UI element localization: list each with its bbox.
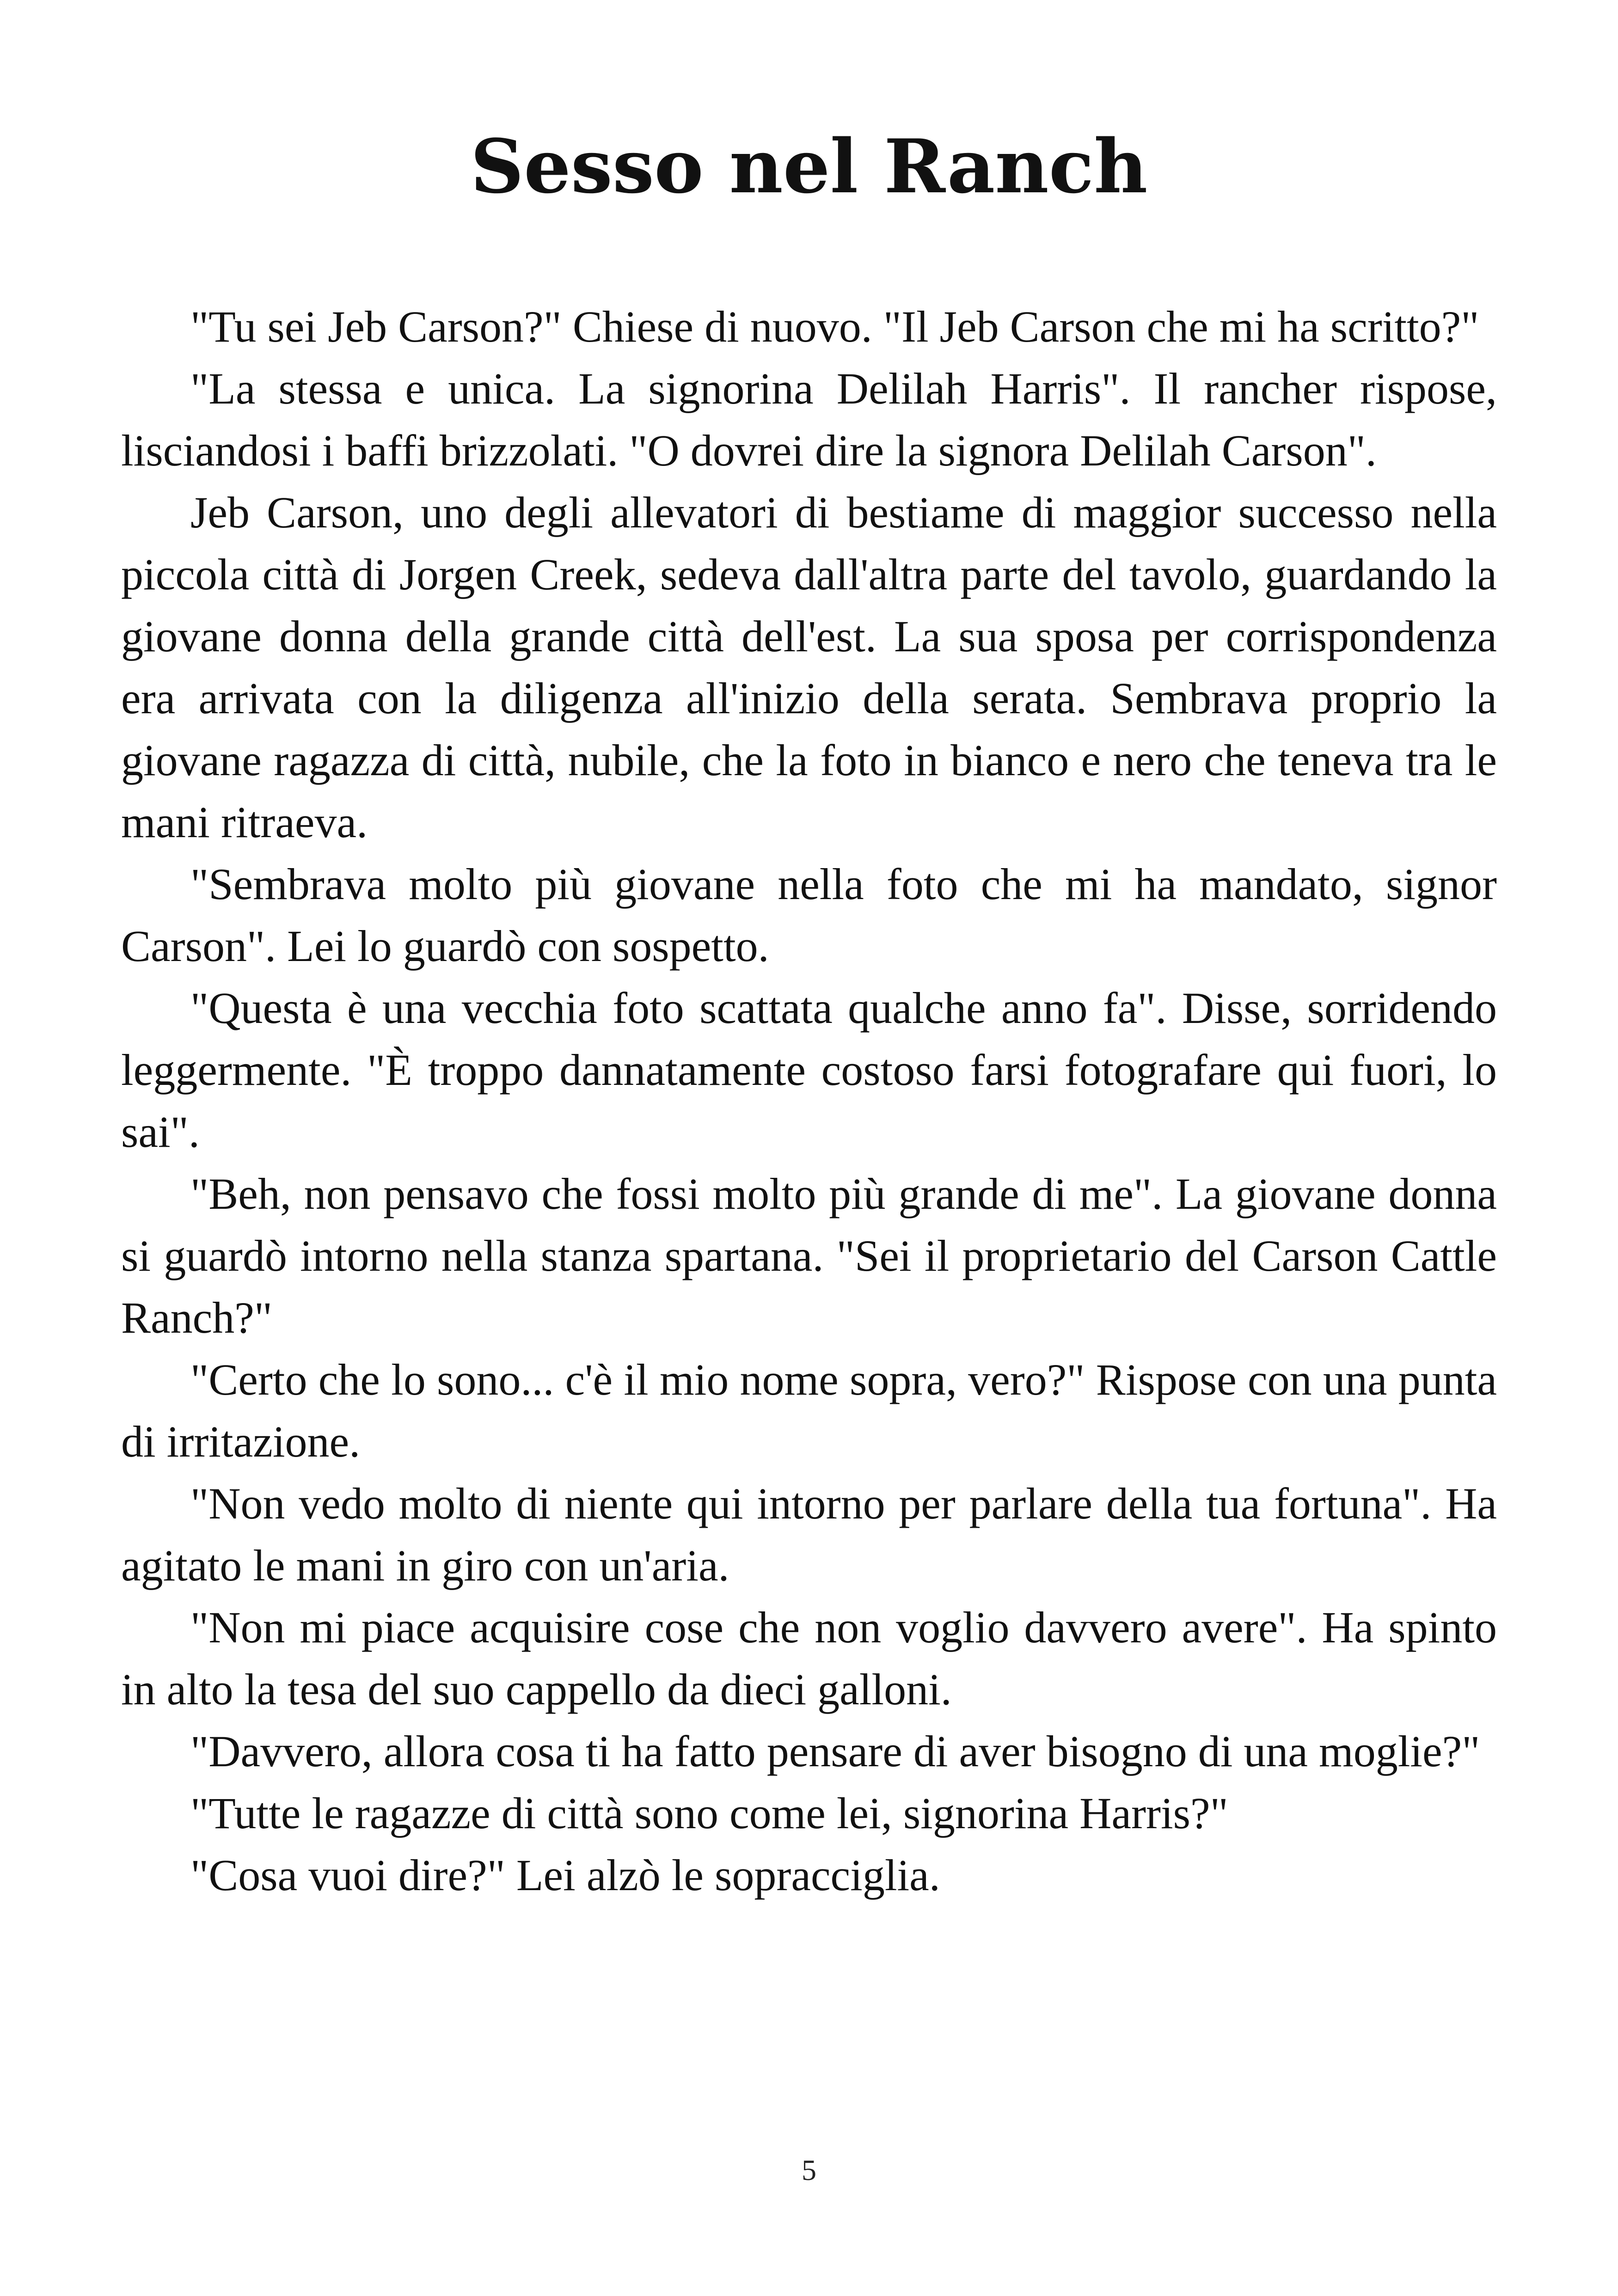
paragraph: "Non vedo molto di niente qui intorno per parlare della tua fortuna". Ha agitato le mani in giro con un'aria. bbox=[121, 1479, 1497, 1590]
paragraph: "Tutte le ragazze di città sono come lei, signorina Harris?" bbox=[190, 1788, 1228, 1838]
paragraph: "Tu sei Jeb Carson?" Chiese di nuovo. "Il Jeb Carson che mi ha scritto?" bbox=[190, 302, 1479, 351]
paragraph: "Questa è una vecchia foto scattata qualche anno fa". Disse, sorridendo leggermente. "È troppo dannatamente costoso farsi fotografare qui fuori, lo sai". bbox=[121, 983, 1497, 1157]
paragraph: "Beh, non pensavo che fossi molto più grande di me". La giovane donna si guardò intorno nella stanza spartana. "Sei il proprietario del Carson Cattle Ranch?" bbox=[121, 1169, 1497, 1342]
paragraph: "Non mi piace acquisire cose che non voglio davvero avere". Ha spinto in alto la tesa del suo cappello da dieci galloni. bbox=[121, 1603, 1497, 1714]
paragraph: "Certo che lo sono... c'è il mio nome sopra, vero?" Rispose con una punta di irritazione. bbox=[121, 1355, 1497, 1466]
paragraph: "Cosa vuoi dire?" Lei alzò le sopracciglia. bbox=[190, 1850, 940, 1900]
paragraph: "La stessa e unica. La signorina Delilah Harris". Il rancher rispose, lisciandosi i baffi brizzolati. "O dovrei dire la signora Delilah Carson". bbox=[121, 364, 1497, 475]
paragraph: "Davvero, allora cosa ti ha fatto pensare di aver bisogno di una moglie?" bbox=[190, 1727, 1480, 1776]
chapter-title: Sesso nel Ranch bbox=[470, 123, 1148, 210]
paragraph: "Sembrava molto più giovane nella foto che mi ha mandato, signor Carson". Lei lo guardò con sospetto. bbox=[121, 859, 1497, 971]
page-number: 5 bbox=[802, 2154, 816, 2186]
body-text bbox=[121, 296, 1497, 1906]
paragraph: Jeb Carson, uno degli allevatori di bestiame di maggior successo nella piccola città di Jorgen Creek, sedeva dall'altra parte del tavolo, guardando la giovane donna della grande città dell'est. La sua sposa per corrispondenza era arrivata con la diligenza all'inizio della serata. Sembrava proprio la giovane ragazza di città, nubile, che la foto in bianco e nero che teneva tra le mani ritraeva. bbox=[121, 488, 1497, 847]
